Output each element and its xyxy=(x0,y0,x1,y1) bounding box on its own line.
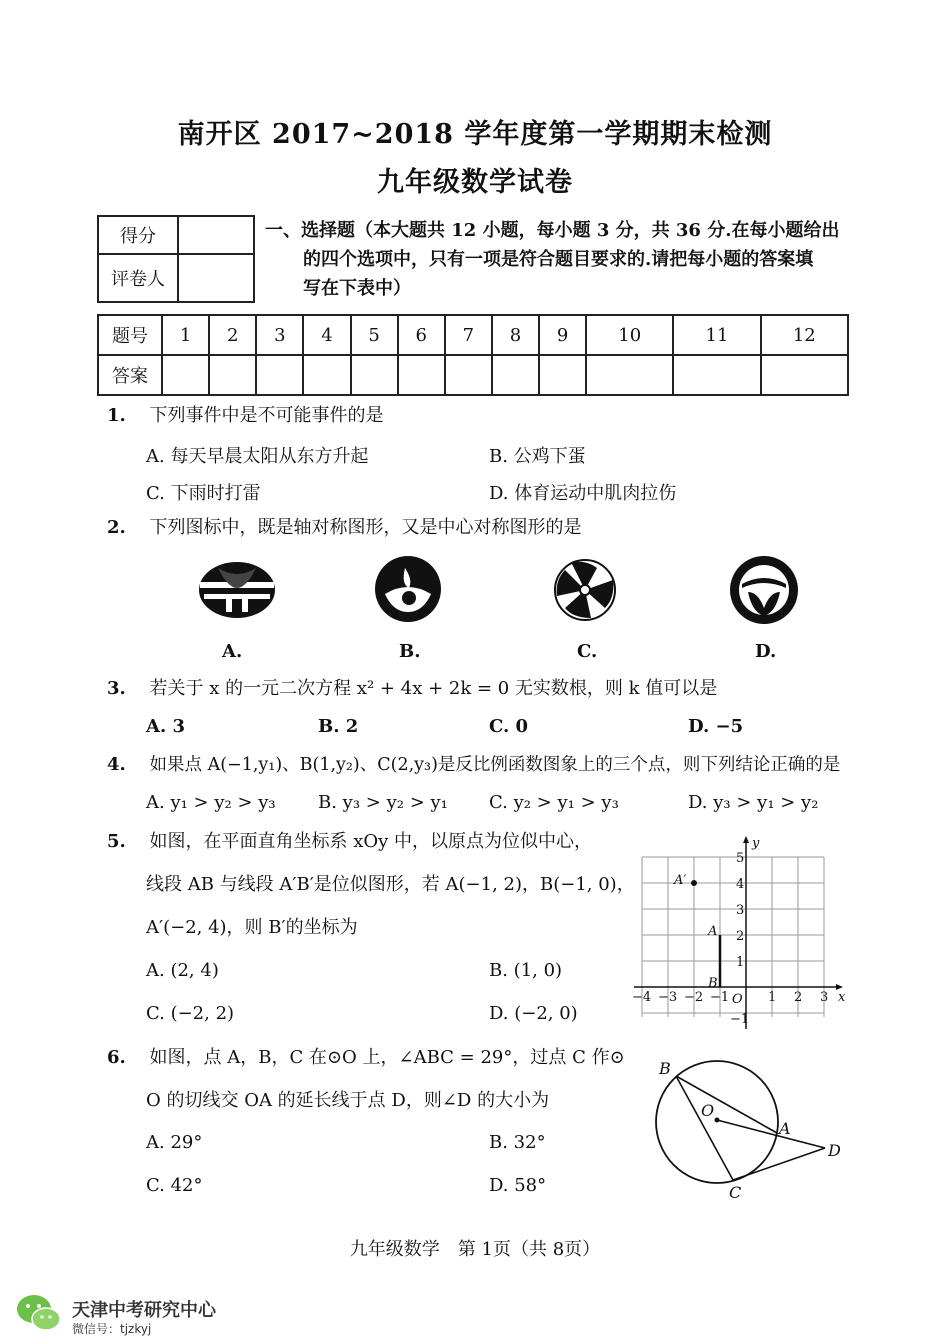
q1-option-a: A. 每天早晨太阳从东方升起 xyxy=(146,446,369,467)
question-4-text: 如果点 A(−1,y₁)、B(1,y₂)、C(2,y₃)是反比例函数图象上的三个点，则下列结论正确的是 xyxy=(149,755,841,775)
segment-od xyxy=(717,1120,825,1148)
question-number: 3 xyxy=(256,315,303,355)
x-tick: −3 xyxy=(658,990,678,1005)
question-4-number: 4. xyxy=(107,754,126,775)
label-b: B xyxy=(708,976,718,991)
label-a: A xyxy=(779,1119,791,1138)
figure-6-circle-tangent xyxy=(645,1052,850,1202)
question-2-number: 2. xyxy=(107,517,126,538)
q5-option-b: B. (1, 0) xyxy=(489,960,563,981)
q5-option-c: C. (−2, 2) xyxy=(146,1003,235,1024)
question-6-line2: O 的切线交 OA 的延长线于点 D，则∠D 的大小为 xyxy=(146,1090,550,1111)
q1-option-c: C. 下雨时打雷 xyxy=(146,483,261,504)
exam-title: 南开区 2017~2018 学年度第一学期期末检测 xyxy=(177,119,773,150)
score-cell xyxy=(178,216,254,254)
question-1-number: 1. xyxy=(107,405,126,426)
y-tick: 2 xyxy=(736,929,745,944)
grader-cell xyxy=(178,254,254,302)
x-tick: −1 xyxy=(710,990,730,1005)
q1-option-b: B. 公鸡下蛋 xyxy=(489,446,586,467)
label-b: B xyxy=(659,1059,671,1078)
question-number: 6 xyxy=(398,315,445,355)
q3-option-d: D. −5 xyxy=(688,716,744,737)
answer-table xyxy=(97,314,849,396)
q6-option-a: A. 29° xyxy=(146,1132,203,1153)
brand-name: 天津中考研究中心 xyxy=(72,1300,216,1321)
answer-cell xyxy=(303,355,350,395)
answer-cell xyxy=(761,355,848,395)
answer-cell xyxy=(445,355,492,395)
question-number: 5 xyxy=(351,315,398,355)
question-number: 10 xyxy=(586,315,673,355)
question-number: 8 xyxy=(492,315,539,355)
point-a-prime xyxy=(691,880,697,886)
answer-cell xyxy=(351,355,398,395)
label-o: O xyxy=(701,1101,715,1120)
question-number: 9 xyxy=(539,315,586,355)
question-number: 1 xyxy=(162,315,209,355)
q4-option-d: D. y₃ > y₁ > y₂ xyxy=(688,792,819,813)
brand-wechat-id: 微信号：tjzkyj xyxy=(72,1322,152,1336)
y-tick: 3 xyxy=(736,903,745,918)
score-box xyxy=(97,215,255,303)
question-2 xyxy=(107,516,582,540)
q5-option-d: D. (−2, 0) xyxy=(489,1003,578,1024)
answer-cell xyxy=(398,355,445,395)
origin-label: O xyxy=(732,992,743,1007)
q4-option-c: C. y₂ > y₁ > y₃ xyxy=(489,792,619,813)
page-footer: 九年级数学 第 1页（共 8页） xyxy=(349,1239,601,1260)
question-number: 12 xyxy=(761,315,848,355)
question-1 xyxy=(107,404,384,428)
answer-cell xyxy=(492,355,539,395)
question-number: 4 xyxy=(303,315,350,355)
x-axis-label: x xyxy=(838,990,846,1005)
grader-label: 评卷人 xyxy=(98,254,178,302)
q5-option-a: A. (2, 4) xyxy=(146,960,219,981)
wechat-icon xyxy=(16,1292,62,1334)
section1-heading xyxy=(265,216,865,303)
question-5-line3: A′(−2, 4)，则 B′的坐标为 xyxy=(146,917,358,938)
y-axis-label: y xyxy=(752,836,760,851)
figure-5-coordinate-grid xyxy=(630,835,850,1035)
icon-option-b-figure xyxy=(373,554,443,624)
answer-cell xyxy=(539,355,586,395)
q2-option-a: A. xyxy=(222,641,243,662)
q2-option-c: C. xyxy=(577,641,598,662)
section1-heading-line3: 写在下表中） xyxy=(303,278,411,299)
q1-option-d: D. 体育运动中肌肉拉伤 xyxy=(489,483,677,504)
question-6 xyxy=(107,1046,625,1070)
y-tick: 4 xyxy=(736,877,745,892)
x-tick: 1 xyxy=(768,990,777,1005)
icon-option-a-figure xyxy=(196,558,278,622)
icon-option-c-figure xyxy=(551,556,619,624)
question-5-number: 5. xyxy=(107,831,126,852)
y-tick: 5 xyxy=(736,851,745,866)
question-5-line1: 如图，在平面直角坐标系 xOy 中，以原点为位似中心， xyxy=(149,831,593,852)
question-3 xyxy=(107,677,717,701)
question-6-line1: 如图，点 A，B，C 在⊙O 上，∠ABC = 29°，过点 C 作⊙ xyxy=(149,1047,625,1068)
center-point xyxy=(715,1118,720,1123)
number-row-label: 题号 xyxy=(98,315,162,355)
question-3-number: 3. xyxy=(107,678,126,699)
question-number: 7 xyxy=(445,315,492,355)
answer-cell xyxy=(256,355,303,395)
y-tick: −1 xyxy=(730,1012,750,1027)
question-3-text: 若关于 x 的一元二次方程 x² + 4x + 2k = 0 无实数根，则 k 值可以是 xyxy=(149,678,718,699)
answer-cell xyxy=(673,355,760,395)
question-5 xyxy=(107,830,592,854)
q4-option-b: B. y₃ > y₂ > y₁ xyxy=(318,792,448,813)
section1-heading-line1: 一、选择题（本大题共 12 小题，每小题 3 分，共 36 分.在每小题给出 xyxy=(265,220,840,241)
label-d: D xyxy=(828,1141,841,1160)
question-6-number: 6. xyxy=(107,1047,126,1068)
answer-table-number-row xyxy=(98,315,848,355)
q3-option-c: C. 0 xyxy=(489,716,529,737)
section1-heading-line2: 的四个选项中，只有一项是符合题目要求的.请把每小题的答案填 xyxy=(303,249,814,270)
answer-table-answer-row xyxy=(98,355,848,395)
label-a-prime: A′ xyxy=(674,873,687,888)
q4-option-a: A. y₁ > y₂ > y₃ xyxy=(146,792,276,813)
question-5-line2: 线段 AB 与线段 A′B′是位似图形，若 A(−1, 2)，B(−1, 0)， xyxy=(146,874,635,895)
question-4 xyxy=(107,753,840,777)
label-a: A xyxy=(708,924,718,939)
x-tick: −2 xyxy=(684,990,704,1005)
y-axis-arrow xyxy=(743,836,749,843)
x-tick: 3 xyxy=(820,990,829,1005)
q3-option-b: B. 2 xyxy=(318,716,359,737)
answer-cell xyxy=(586,355,673,395)
q6-option-c: C. 42° xyxy=(146,1175,203,1196)
tangent-cd xyxy=(733,1148,825,1180)
question-1-text: 下列事件中是不可能事件的是 xyxy=(149,405,384,426)
y-tick: 1 xyxy=(736,955,745,970)
answer-cell xyxy=(162,355,209,395)
x-tick: −4 xyxy=(632,990,652,1005)
q2-option-b: B. xyxy=(399,641,421,662)
exam-subtitle: 九年级数学试卷 xyxy=(377,167,573,198)
question-number: 2 xyxy=(209,315,256,355)
question-2-text: 下列图标中，既是轴对称图形，又是中心对称图形的是 xyxy=(149,517,582,538)
q6-option-b: B. 32° xyxy=(489,1132,546,1153)
question-number: 11 xyxy=(673,315,760,355)
label-c: C xyxy=(729,1183,742,1202)
x-tick: 2 xyxy=(794,990,803,1005)
q6-option-d: D. 58° xyxy=(489,1175,547,1196)
icon-option-d-figure xyxy=(728,554,800,626)
answer-cell xyxy=(209,355,256,395)
answer-row-label: 答案 xyxy=(98,355,162,395)
score-label: 得分 xyxy=(98,216,178,254)
q2-option-d: D. xyxy=(755,641,777,662)
q3-option-a: A. 3 xyxy=(146,716,186,737)
